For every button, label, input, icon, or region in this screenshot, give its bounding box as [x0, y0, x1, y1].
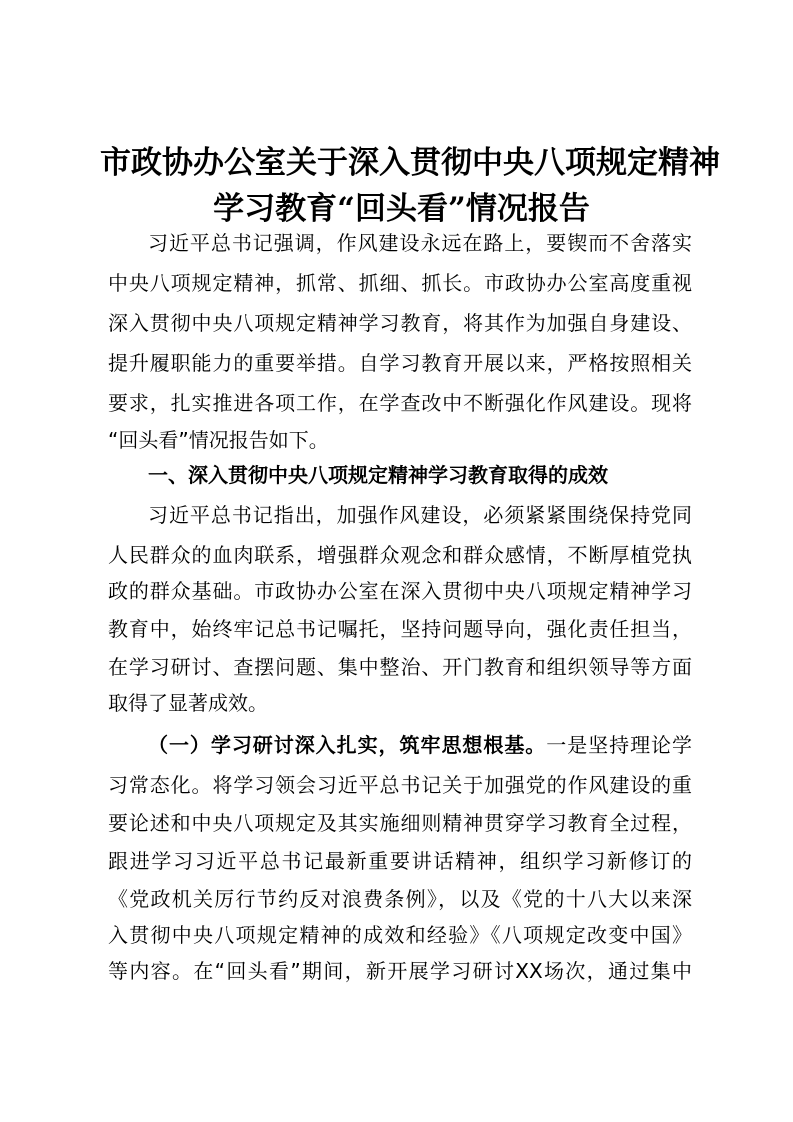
intro-line-6: “回头看”情况报告如下。 — [108, 428, 329, 452]
intro-line-5: 要求，扎实推进各项工作，在学查改中不断强化作风建设。现将 — [108, 391, 692, 415]
subsection-1-line-3: 要论述和中央八项规定及其实施细则精神贯穿学习教育全过程， — [108, 811, 692, 835]
section-1-line-3: 政的群众基础。市政协办公室在深入贯彻中央八项规定精神学习 — [108, 579, 692, 603]
subsection-1-line-6: 入贯彻中央八项规定精神的成效和经验》《八项规定改变中国》 — [108, 923, 692, 947]
intro-line-1: 习近平总书记强调，作风建设永远在路上，要锲而不舍落实 — [148, 231, 692, 255]
document-title-line-1: 市政协办公室关于深入贯彻中央八项规定精神 — [100, 145, 720, 181]
subsection-1-line-5: 《党政机关厉行节约反对浪费条例》，以及《党的十八大以来深 — [108, 887, 692, 911]
intro-line-3: 深入贯彻中央八项规定精神学习教育，将其作为加强自身建设、 — [108, 311, 692, 335]
section-1-line-1: 习近平总书记指出，加强作风建设，必须紧紧围绕保持党同 — [148, 503, 692, 527]
section-1-heading: 一、深入贯彻中央八项规定精神学习教育取得的成效 — [148, 463, 608, 487]
section-1-line-4: 教育中，始终牢记总书记嘱托，坚持问题导向，强化责任担当， — [108, 617, 692, 641]
intro-line-4: 提升履职能力的重要举措。自学习教育开展以来，严格按照相关 — [108, 351, 692, 375]
subsection-1-line-2: 习常态化。将学习领会习近平总书记关于加强党的作风建设的重 — [108, 773, 692, 797]
section-1-line-6: 取得了显著成效。 — [108, 691, 268, 715]
subsection-1-first-line-text: 一是坚持理论学 — [546, 733, 693, 757]
document-title-line-2: 学习教育“回头看”情况报告 — [213, 191, 590, 227]
subsection-1-line-7: 等内容。在“回头看”期间，新开展学习研讨XX场次，通过集中 — [108, 959, 692, 983]
section-1-line-2: 人民群众的血肉联系，增强群众观念和群众感情，不断厚植党执 — [108, 543, 692, 567]
section-1-line-5: 在学习研讨、查摆问题、集中整治、开门教育和组织领导等方面 — [108, 655, 692, 679]
subsection-1-line-4: 跟进学习习近平总书记最新重要讲话精神，组织学习新修订的 — [108, 849, 692, 873]
subsection-1-first-line — [148, 730, 692, 760]
intro-line-2: 中央八项规定精神，抓常、抓细、抓长。市政协办公室高度重视 — [108, 271, 692, 295]
subsection-1-heading: （一）学习研讨深入扎实，筑牢思想根基。 — [148, 733, 547, 757]
